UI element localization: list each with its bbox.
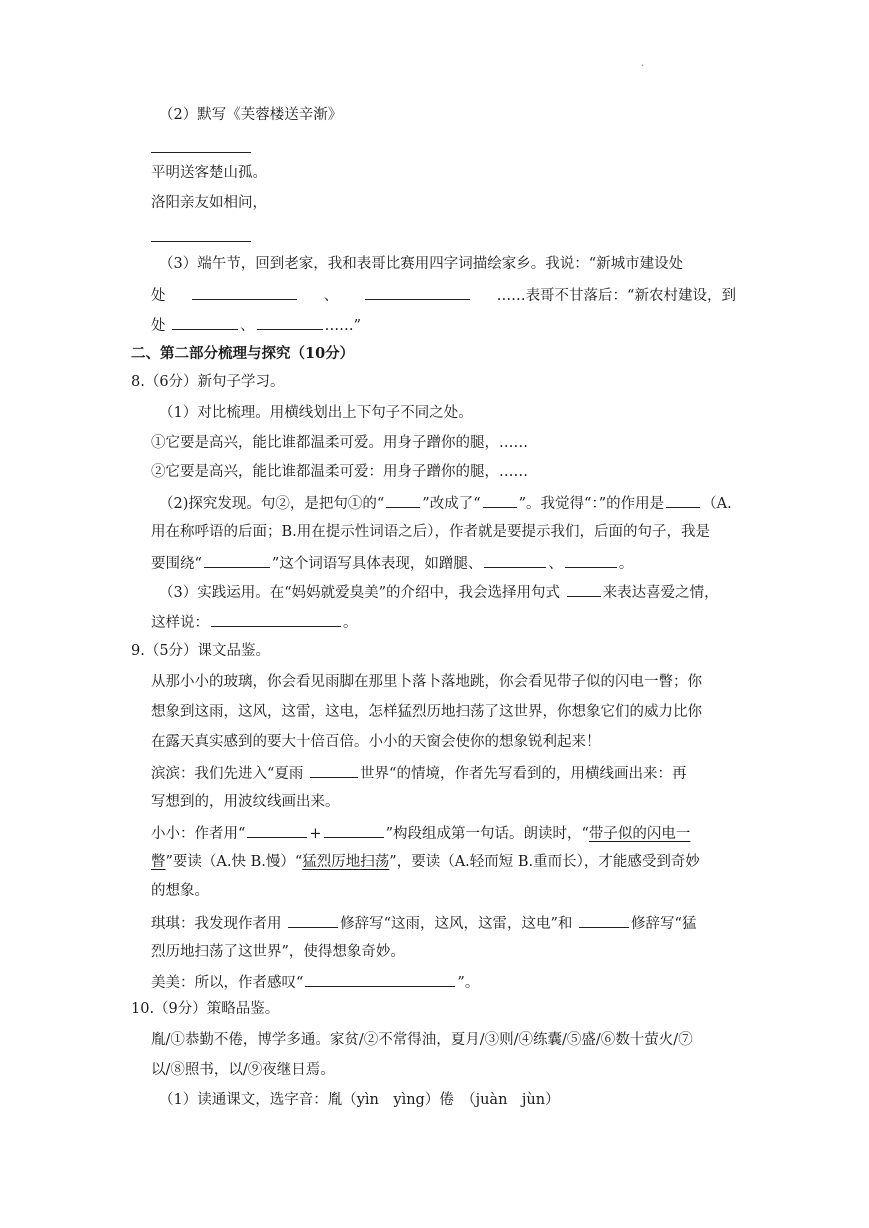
qiqi-line: [151, 912, 696, 934]
q8-part2-line: [151, 552, 633, 574]
meimei-line: [151, 971, 479, 993]
text-fragment: +: [309, 826, 322, 842]
q8-part1: （1）对比梳理。用横线划出上下句子不同之处。: [159, 405, 473, 421]
xiaoxiao-line: 的想象。: [151, 883, 209, 899]
poem-line: 洛阳亲友如相问，: [151, 195, 267, 211]
q7-part3-line: （3）端午节，回到老家，我和表哥比赛用四字词描绘家乡。我说：“新城市建设处: [159, 256, 684, 272]
q8-part3-line: [151, 611, 358, 633]
passage-line: 胤/①恭勤不倦，博学多通。家贫/②不常得油，夏月/③则/④练囊/⑤盛/⑥数十萤火/⑦: [151, 1032, 693, 1048]
underlined-phrase: 带子似的闪电一: [588, 826, 691, 842]
answer-blank[interactable]: [666, 492, 700, 508]
text-fragment: 世界“的情境，作者先写看到的，用横线画出来：再: [360, 766, 687, 782]
q8-part3-line: [159, 581, 719, 603]
answer-blank[interactable]: [192, 284, 297, 300]
answer-blank[interactable]: [579, 912, 629, 928]
text-fragment: 琪琪：我发现作者用: [151, 916, 282, 932]
answer-blank[interactable]: [211, 611, 341, 627]
text-fragment: ”。我觉得“：”的作用是: [518, 496, 665, 512]
passage-line: 以/⑧照书，以/⑨夜继日焉。: [151, 1062, 335, 1078]
answer-blank[interactable]: [483, 492, 517, 508]
answer-blank-line[interactable]: [151, 151, 251, 153]
text-fragment: ”要读（A.快 B.慢）“: [165, 854, 303, 870]
answer-blank[interactable]: [310, 762, 358, 778]
text-fragment: 要围绕“: [151, 556, 202, 572]
text-fragment: ”。: [457, 975, 480, 991]
text-fragment: 、: [323, 288, 339, 304]
question-10-heading: 10.（9分）策略品鉴。: [131, 1001, 280, 1017]
underlined-phrase: 猛烈厉地扫荡: [302, 854, 390, 870]
text-fragment: 小小：作者用“: [151, 826, 246, 842]
binbin-line: 写想到的，用波纹线画出来。: [151, 794, 340, 810]
answer-blank[interactable]: [386, 492, 420, 508]
text-fragment: 、: [240, 318, 255, 334]
text-fragment: 修辞写“猛: [631, 916, 697, 932]
text-fragment: 。: [343, 615, 358, 631]
answer-blank[interactable]: [567, 581, 601, 597]
poem-line: 平明送客楚山孤。: [151, 165, 267, 181]
q7-part2-title: （2）默写《芙蓉楼送辛渐》: [159, 107, 343, 123]
text-fragment: 美美：所以，作者感叹“: [151, 975, 304, 991]
q7-part3-line: [151, 284, 736, 306]
question-9-heading: 9.（5分）课文品鉴。: [131, 643, 271, 659]
answer-blank[interactable]: [484, 552, 546, 568]
text-fragment: 这样说：: [151, 615, 209, 631]
text-fragment: 。: [618, 556, 634, 572]
answer-blank[interactable]: [365, 284, 470, 300]
q8-sentence-2: ②它要是高兴，能比谁都温柔可爱：用身子蹭你的腿，……: [151, 464, 528, 480]
text-fragment: ”这个词语写具体表现，如蹭腿、: [271, 556, 483, 572]
q10-part1: （1）读通课文，选字音：胤（yìn yìng）倦 （juàn jùn）: [159, 1092, 560, 1108]
answer-blank[interactable]: [257, 314, 323, 330]
text-fragment: ……表哥不甘落后：“新农村建设，到: [496, 288, 736, 304]
text-fragment: 处: [151, 288, 166, 304]
qiqi-line: 烈历地扫荡了这世界”，使得想象奇妙。: [151, 944, 405, 960]
text-fragment: ……”: [324, 318, 362, 334]
text-fragment: （A.: [702, 496, 732, 512]
section-title: 二、第二部分梳理与探究（10分）: [131, 345, 355, 362]
text-fragment: 修辞写“这雨，这风，这雷，这电”和: [340, 916, 573, 932]
corner-mark: .: [641, 58, 645, 69]
text-fragment: ”改成了“: [422, 496, 481, 512]
answer-blank[interactable]: [172, 314, 238, 330]
text-fragment: ”，要读（A.轻而短 B.重而长），才能感受到奇妙: [389, 854, 700, 870]
answer-blank[interactable]: [204, 552, 270, 568]
q8-part2-line: 用在称呼语的后面；B.用在提示性词语之后），作者就是要提示我们，后面的句子，我是: [151, 524, 711, 540]
q8-sentence-1: ①它要是高兴，能比谁都温柔可爱。用身子蹭你的腿，……: [151, 435, 528, 451]
text-fragment: （3）实践运用。在“妈妈就爱臭美”的介绍中，我会选择用句式: [159, 585, 561, 601]
text-fragment: 滨滨：我们先进入“夏雨: [151, 766, 304, 782]
text-fragment: 处: [151, 318, 166, 334]
answer-blank-line[interactable]: [151, 240, 251, 242]
text-fragment: 、: [548, 556, 563, 572]
answer-blank[interactable]: [305, 971, 455, 987]
text-fragment: （2)探究发现。句②，是把句①的“: [159, 496, 385, 512]
passage-line: 从那小小的玻璃，你会看见雨脚在那里卜落卜落地跳，你会看见带子似的闪电一瞥；你: [151, 674, 702, 690]
answer-blank[interactable]: [565, 552, 617, 568]
text-fragment: 来表达喜爱之情，: [602, 585, 719, 601]
passage-line: 想象到这雨，这风，这雷，这电，怎样猛烈历地扫荡了这世界，你想象它们的威力比你: [151, 704, 702, 720]
question-8-heading: 8.（6分）新句子学习。: [131, 374, 285, 390]
answer-blank[interactable]: [247, 822, 307, 838]
xiaoxiao-line: [151, 852, 700, 872]
binbin-line: [151, 762, 686, 784]
answer-blank[interactable]: [324, 822, 384, 838]
answer-blank[interactable]: [288, 912, 338, 928]
q8-part2-line: [159, 492, 732, 514]
q7-part3-line: [151, 314, 361, 336]
text-fragment: ”构段组成第一句话。朗读时，“: [385, 826, 589, 842]
xiaoxiao-line: [151, 822, 690, 844]
underlined-phrase: 瞥: [151, 854, 166, 870]
passage-line: 在露天真实感到的要大十倍百倍。小小的天窗会使你的想象锐利起来！: [151, 734, 601, 750]
